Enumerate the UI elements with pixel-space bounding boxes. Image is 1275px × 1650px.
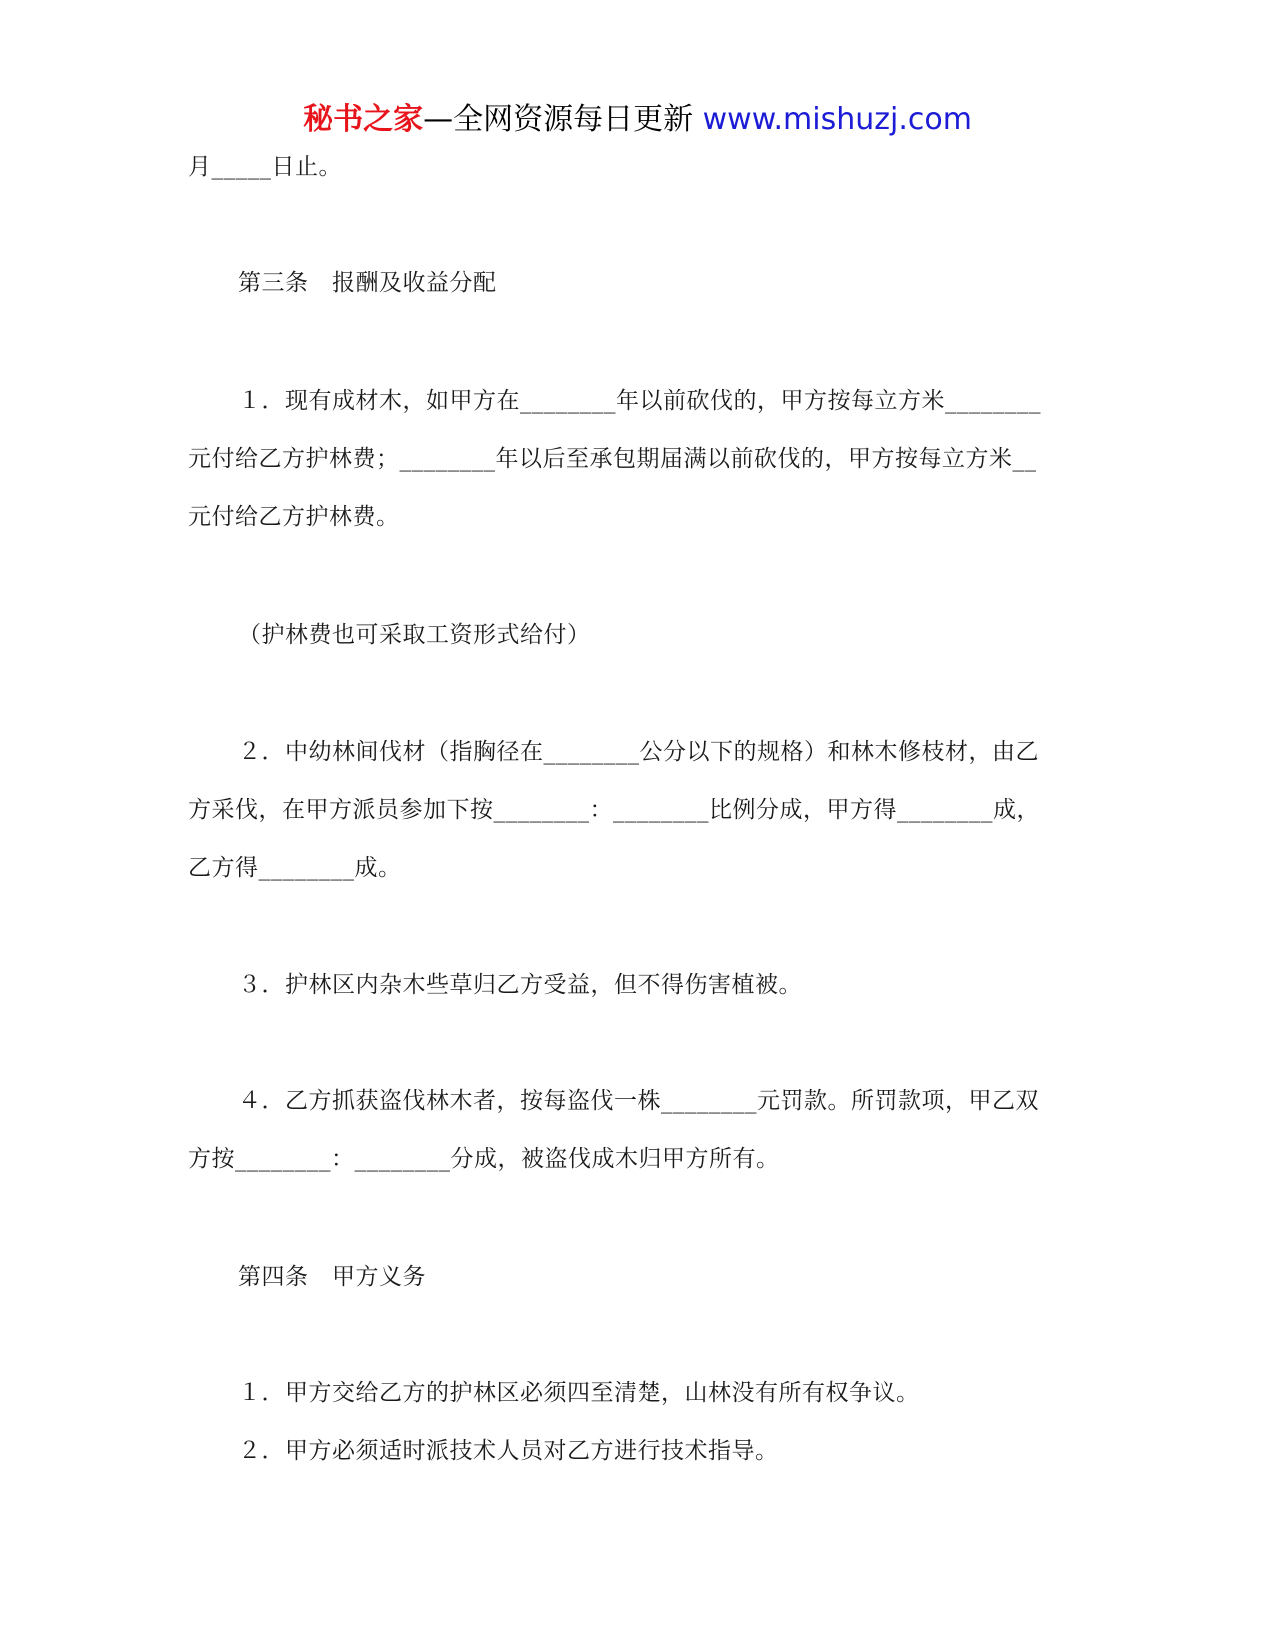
site-brand: 秘书之家 bbox=[303, 102, 424, 137]
article-4-heading: 第四条 甲方义务 bbox=[238, 1264, 426, 1290]
article-3-heading: 第三条 报酬及收益分配 bbox=[238, 270, 497, 296]
article-3-item-4-line-1: ４．乙方抓获盗伐林木者，按每盗伐一株________元罚款。所罚款项，甲乙双 bbox=[238, 1088, 1039, 1114]
site-header bbox=[0, 100, 1275, 140]
article-4-item-1: １．甲方交给乙方的护林区必须四至清楚，山林没有所有权争议。 bbox=[238, 1380, 920, 1406]
site-url-link[interactable]: www.mishuzj.com bbox=[702, 102, 972, 137]
article-3-item-2-line-3: 乙方得________成。 bbox=[188, 855, 402, 881]
article-3-item-1-line-1: １．现有成材木，如甲方在________年以前砍伐的，甲方按每立方米________ bbox=[238, 388, 1041, 414]
article-3-note: （护林费也可采取工资形式给付） bbox=[238, 622, 591, 648]
article-3-item-1-line-2: 元付给乙方护林费；________年以后至承包期届满以前砍伐的，甲方按每立方米__ bbox=[188, 446, 1037, 472]
site-tagline: —全网资源每日更新 bbox=[423, 102, 694, 137]
article-3-item-2-line-1: ２．中幼林间伐材（指胸径在________公分以下的规格）和林木修枝材，由乙 bbox=[238, 739, 1039, 765]
text-line-date-end: 月_____日止。 bbox=[188, 154, 342, 180]
article-3-item-2-line-2: 方采伐，在甲方派员参加下按________：________比例分成，甲方得________成， bbox=[188, 797, 1040, 823]
article-3-item-3: ３．护林区内杂木些草归乙方受益，但不得伤害植被。 bbox=[238, 972, 802, 998]
article-3-item-4-line-2: 方按________：________分成，被盗伐成木归甲方所有。 bbox=[188, 1146, 780, 1172]
article-4-item-2: ２．甲方必须适时派技术人员对乙方进行技术指导。 bbox=[238, 1438, 779, 1464]
article-3-item-1-line-3: 元付给乙方护林费。 bbox=[188, 504, 400, 530]
